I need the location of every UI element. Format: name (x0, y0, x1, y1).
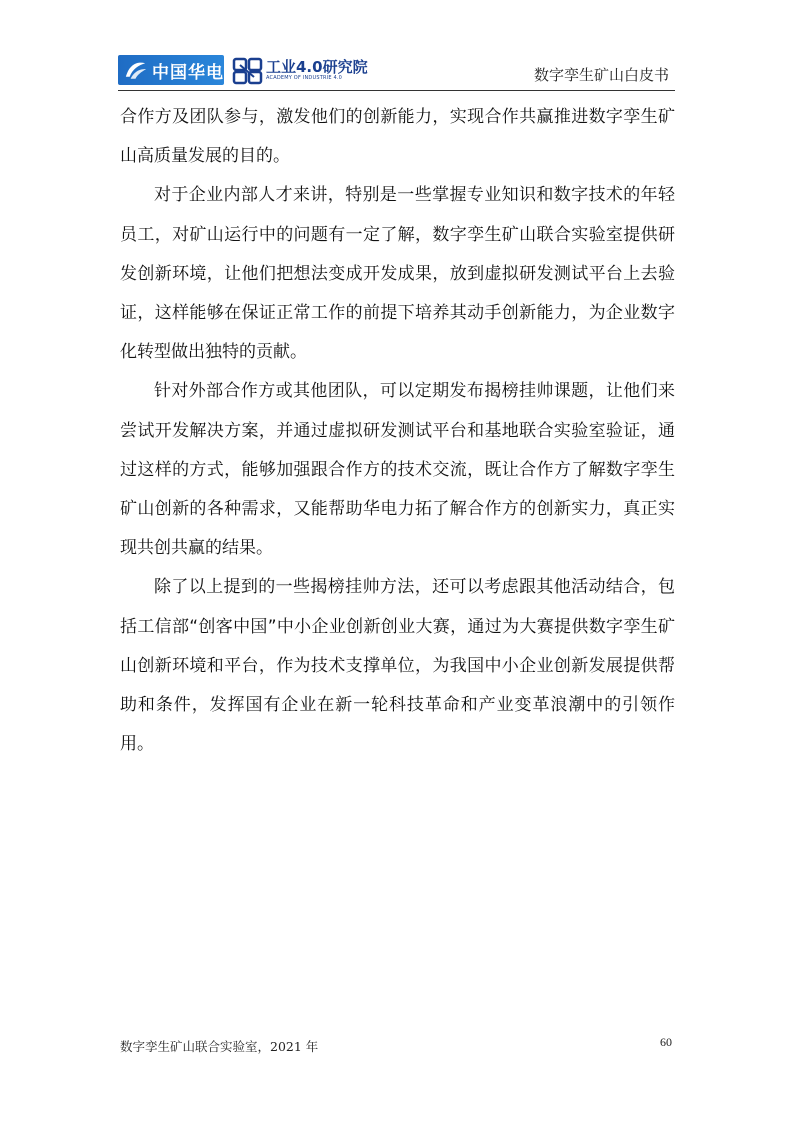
paragraph-1: 合作方及团队参与，激发他们的创新能力，实现合作共赢推进数字孪生矿山高质量发展的目的。 (120, 107, 675, 167)
page-number: 60 (660, 1035, 672, 1049)
page-header (118, 52, 675, 90)
academy-logo-subtext: ACADEMY OF INDUSTRIE 4.0 (266, 75, 343, 81)
footer-source: 数字孪生矿山联合实验室，2021 年 (120, 1039, 319, 1054)
academy-logo-text: 工业4.0研究院 (266, 58, 368, 76)
paragraph-3: 针对外部合作方或其他团队，可以定期发布揭榜挂帅课题，让他们来尝试开发解决方案，并通过虚拟研发测试平台和基地联合实验室验证，通过这样的方式，能够加强跟合作方的技术交流，既让合作方了解数字孪生矿山创新的各种需求，又能帮助华电力拓了解合作方的创新实力，真正实现共创共赢的结果。 (120, 381, 675, 559)
huadian-mark-icon (121, 55, 150, 85)
paragraph-4: 除了以上提到的一些揭榜挂帅方法，还可以考虑跟其他活动结合，包括工信部“创客中国”中小企业创新创业大赛，通过为大赛提供数字孪生矿山创新环境和平台，作为技术支撑单位，为我国中小企业创新发展提供帮助和条件，发挥国有企业在新一轮科技革命和产业变革浪潮中的引领作用。 (120, 577, 675, 755)
academy-mark-icon (232, 56, 264, 86)
academy-logo (232, 56, 368, 86)
page-body (120, 98, 675, 764)
huadian-logo-text: 中国华电 (152, 62, 224, 83)
huadian-logo (118, 55, 224, 85)
document-title: 数字孪生矿山白皮书 (533, 66, 669, 84)
paragraph-2: 对于企业内部人才来讲，特别是一些掌握专业知识和数字技术的年轻员工，对矿山运行中的问题有一定了解，数字孪生矿山联合实验室提供研发创新环境，让他们把想法变成开发成果，放到虚拟研发测试平台上去验证，这样能够在保证正常工作的前提下培养其动手创新能力，为企业数字化转型做出独特的贡献。 (120, 185, 675, 363)
header-divider (118, 90, 675, 91)
